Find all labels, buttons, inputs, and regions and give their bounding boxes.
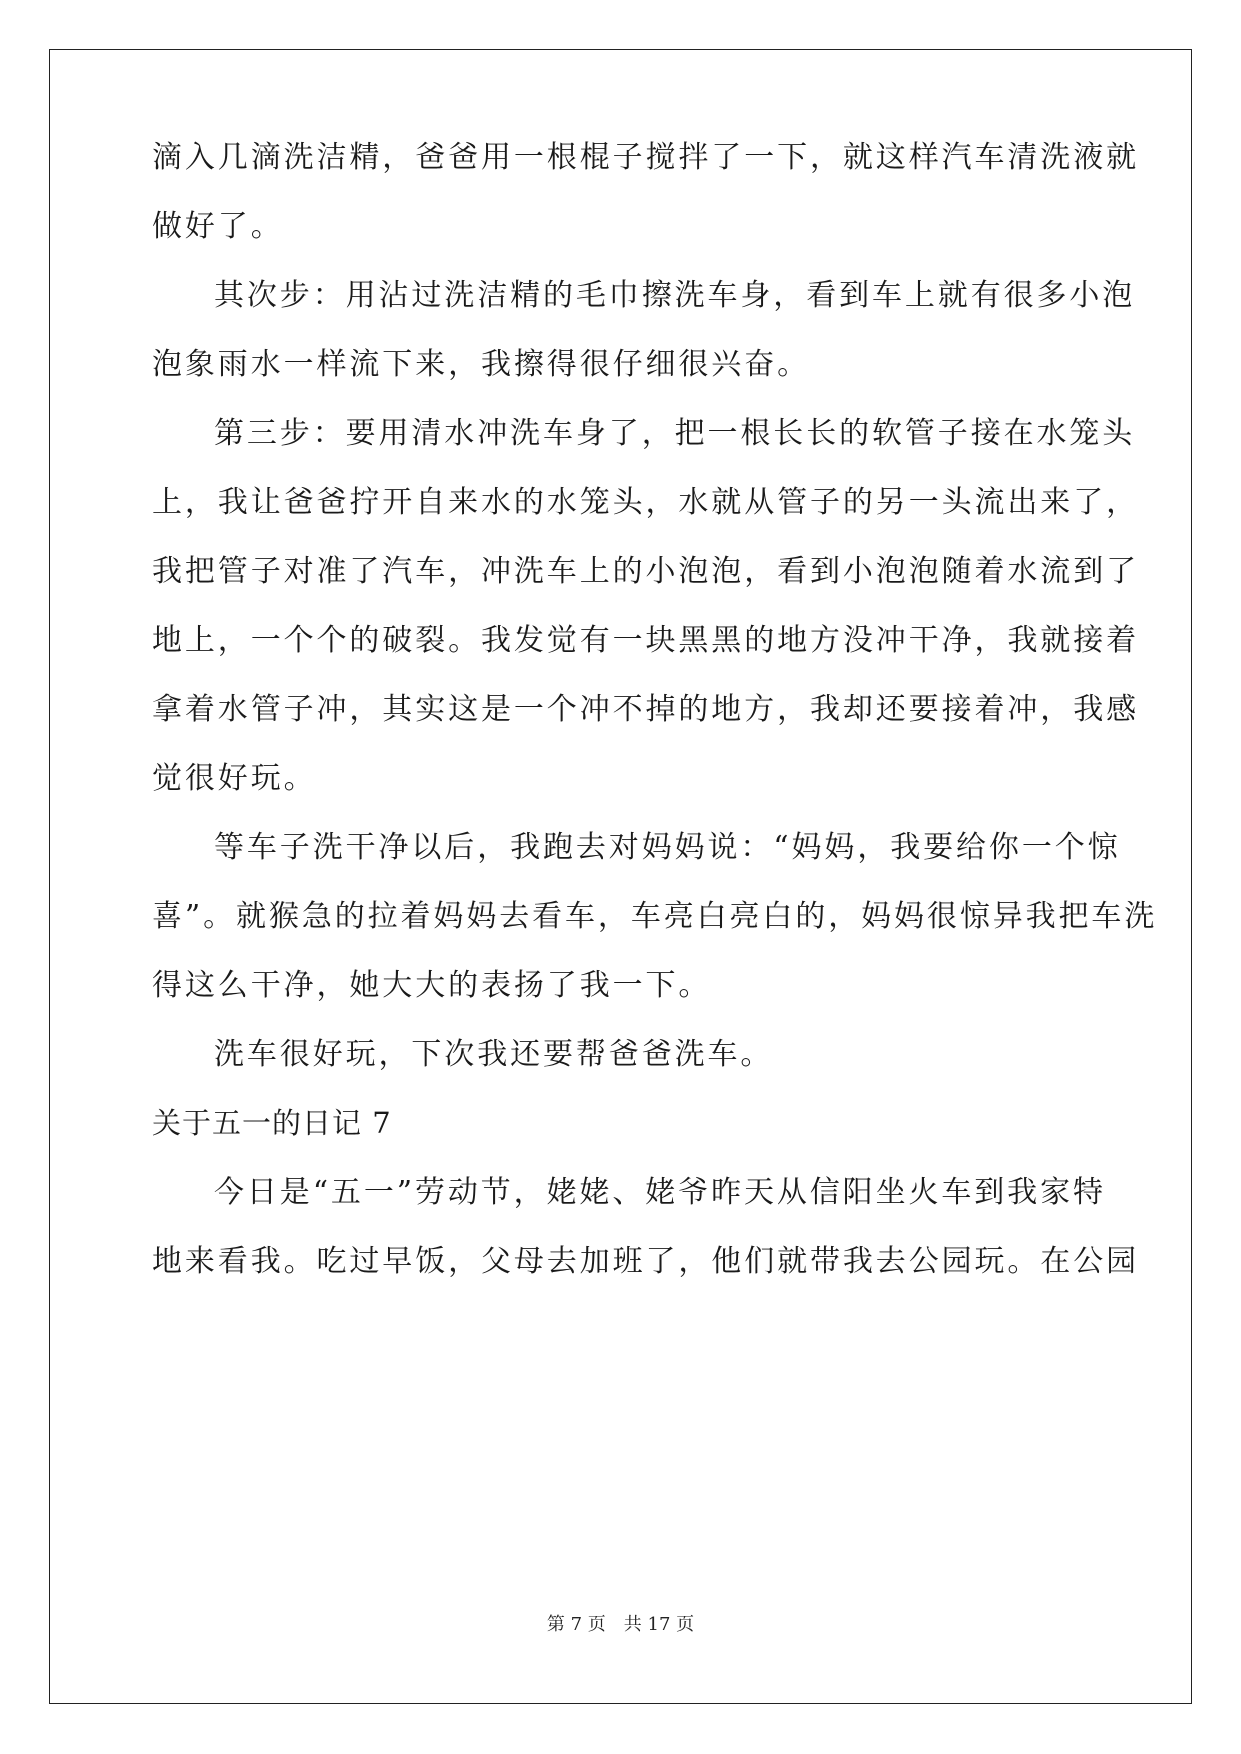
text-line: 得这么干净，她大大的表扬了我一下。 <box>152 968 712 1003</box>
paragraph-start: 等车子洗干净以后，我跑去对妈妈说：“妈妈，我要给你一个惊 <box>214 830 1121 865</box>
text-line: 地上，一个个的破裂。我发觉有一块黑黑的地方没冲干净，我就接着 <box>152 623 1139 658</box>
text-line: 上，我让爸爸拧开自来水的水笼头，水就从管子的另一头流出来了， <box>152 485 1139 520</box>
paragraph-start: 今日是“五一”劳动节，姥姥、姥爷昨天从信阳坐火车到我家特 <box>214 1175 1106 1210</box>
section-heading: 关于五一的日记 7 <box>152 1106 392 1140</box>
text-line: 泡象雨水一样流下来，我擦得很仔细很兴奋。 <box>152 347 810 382</box>
text-line: 我把管子对准了汽车，冲洗车上的小泡泡，看到小泡泡随着水流到了 <box>152 554 1139 589</box>
text-line: 觉很好玩。 <box>152 761 317 796</box>
document-body <box>152 140 1158 1296</box>
paragraph-start: 洗车很好玩，下次我还要帮爸爸洗车。 <box>214 1037 774 1072</box>
text-line: 地来看我。吃过早饭，父母去加班了，他们就带我去公园玩。在公园 <box>152 1244 1139 1279</box>
text-line: 滴入几滴洗洁精，爸爸用一根棍子搅拌了一下，就这样汽车清洗液就 <box>152 140 1139 175</box>
text-line: 喜”。就猴急的拉着妈妈去看车，车亮白亮白的，妈妈很惊异我把车洗 <box>152 899 1158 934</box>
paragraph-start: 其次步：用沾过洗洁精的毛巾擦洗车身，看到车上就有很多小泡 <box>214 278 1136 313</box>
page-number-footer: 第 7 页 共 17 页 <box>546 1614 695 1635</box>
text-line: 拿着水管子冲，其实这是一个冲不掉的地方，我却还要接着冲，我感 <box>152 692 1139 727</box>
text-line: 做好了。 <box>152 209 284 244</box>
paragraph-start: 第三步：要用清水冲洗车身了，把一根长长的软管子接在水笼头 <box>214 416 1136 451</box>
